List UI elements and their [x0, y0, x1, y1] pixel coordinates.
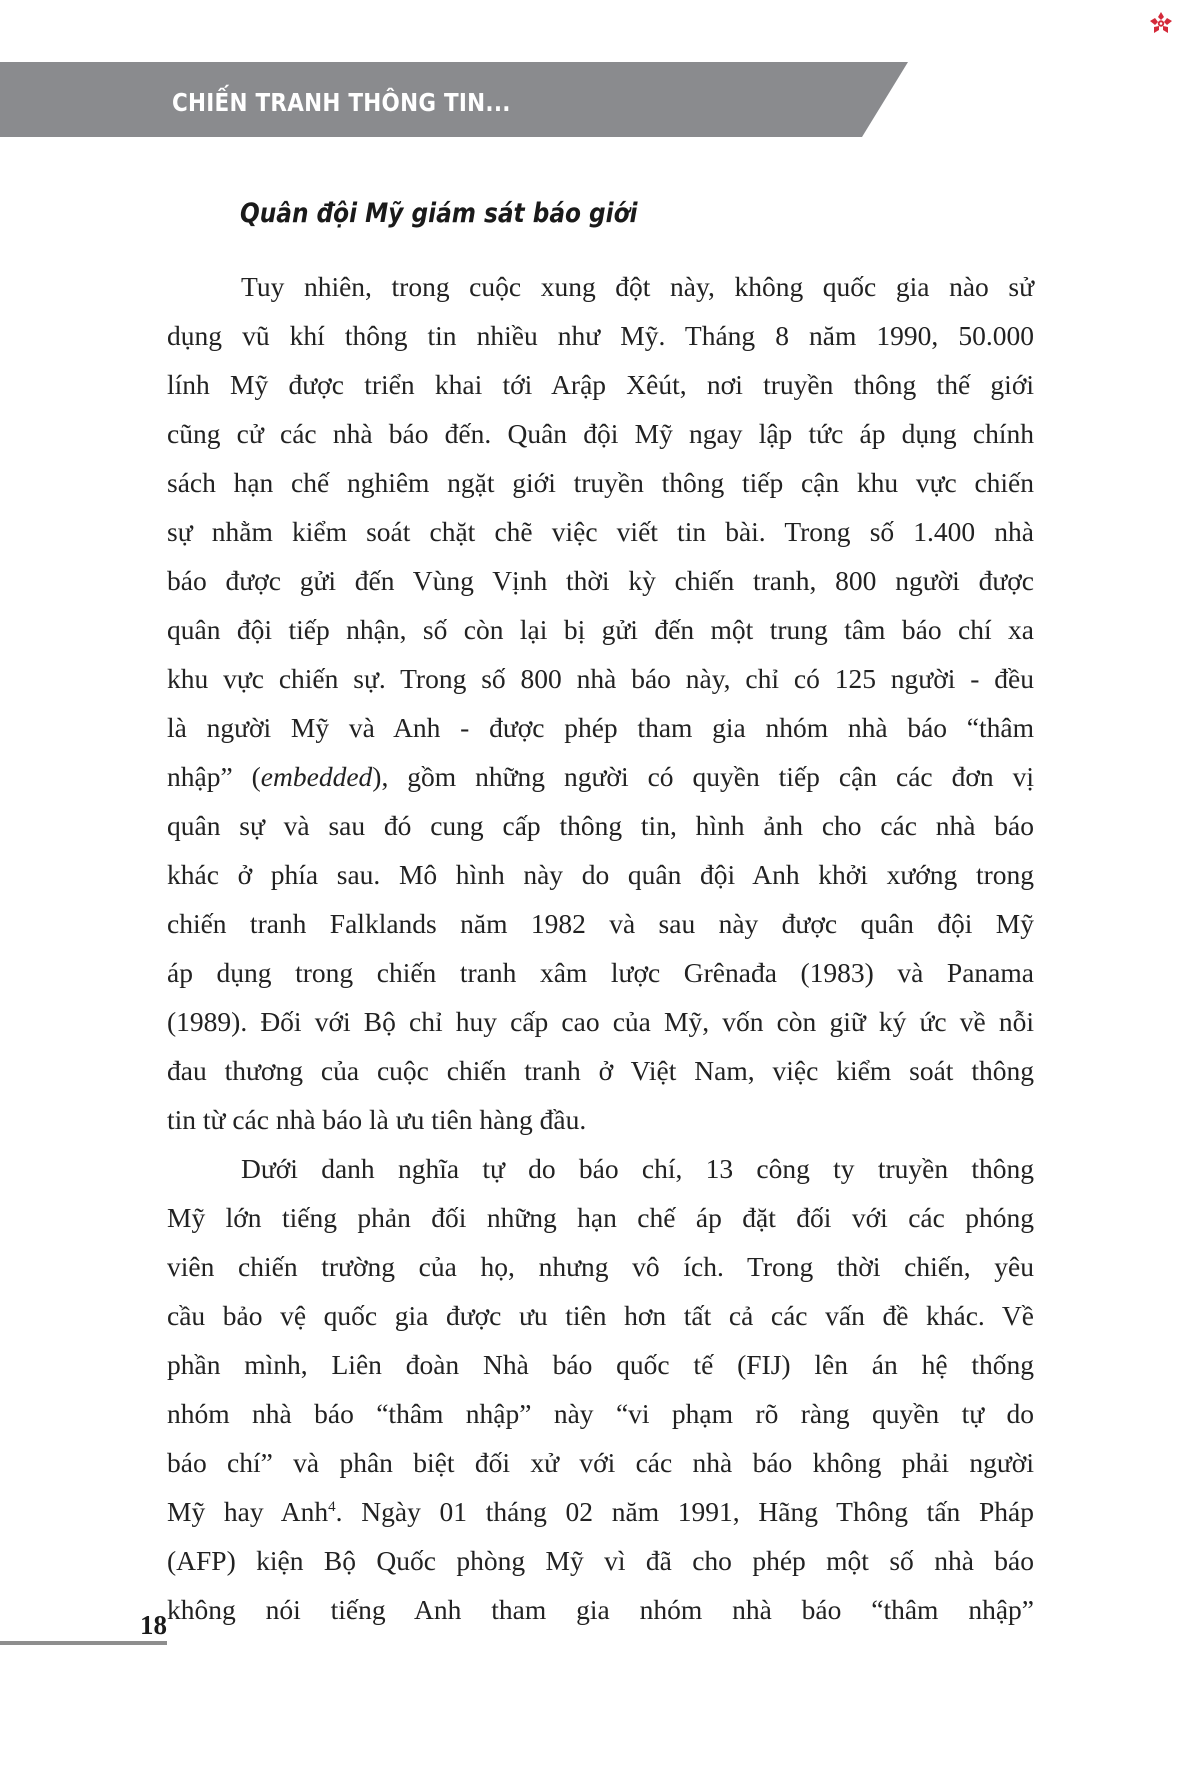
line-text: ), gồm những người có quyền tiếp cận các đơn vị — [372, 761, 1034, 792]
page-number: 18 — [140, 1610, 167, 1640]
running-header-title: CHIẾN TRANH THÔNG TIN... — [172, 88, 511, 117]
footnote-reference[interactable]: 4 — [328, 1498, 336, 1515]
paragraph-1-line: áp dụng trong chiến tranh xâm lược Grênađa (1983) và Panama — [167, 957, 1034, 988]
italic-term-embedded: embedded — [260, 761, 373, 792]
paragraph-2-line-with-footnote — [167, 1487, 1034, 1536]
paragraph-1-line: quân sự và sau đó cung cấp thông tin, hình ảnh cho các nhà báo — [167, 810, 1034, 841]
paragraph-1-line: dụng vũ khí thông tin nhiều như Mỹ. Tháng 8 năm 1990, 50.000 — [167, 320, 1034, 351]
paragraph-1-line: sự nhằm kiểm soát chặt chẽ việc viết tin bài. Trong số 1.400 nhà — [167, 516, 1034, 547]
paragraph-2-line: không nói tiếng Anh tham gia nhóm nhà báo “thâm nhập” — [167, 1594, 1034, 1625]
line-text: Mỹ hay Anh — [167, 1496, 329, 1527]
paragraph-1-line: sách hạn chế nghiêm ngặt giới truyền thông tiếp cận khu vực chiến — [167, 467, 1034, 498]
paragraph-2-line: Mỹ lớn tiếng phản đối những hạn chế áp đặt đối với các phóng — [167, 1202, 1034, 1233]
line-text: . Ngày 01 tháng 02 năm 1991, Hãng Thông tấn Pháp — [335, 1496, 1034, 1527]
paragraph-2-line: viên chiến trường của họ, nhưng vô ích. Trong thời chiến, yêu — [167, 1251, 1034, 1282]
paragraph-2-line: Dưới danh nghĩa tự do báo chí, 13 công ty truyền thông — [241, 1153, 1034, 1184]
paragraph-2-line: nhóm nhà báo “thâm nhập” này “vi phạm rõ ràng quyền tự do — [167, 1398, 1034, 1429]
paragraph-1-line: cũng cử các nhà báo đến. Quân đội Mỹ ngay lập tức áp dụng chính — [167, 418, 1034, 449]
line-text: nhập” ( — [167, 761, 261, 792]
paragraph-1-line: (1989). Đối với Bộ chỉ huy cấp cao của Mỹ, vốn còn giữ ký ức về nỗi — [167, 1006, 1034, 1037]
paragraph-1-line: khác ở phía sau. Mô hình này do quân đội Anh khởi xướng trong — [167, 859, 1034, 890]
paragraph-1-line: khu vực chiến sự. Trong số 800 nhà báo này, chỉ có 125 người - đều — [167, 663, 1034, 694]
publisher-flower-logo-icon — [1149, 11, 1173, 35]
paragraph-1-line: Tuy nhiên, trong cuộc xung đột này, không quốc gia nào sử — [241, 271, 1034, 302]
section-heading: Quân đội Mỹ giám sát báo giới — [240, 198, 638, 229]
paragraph-1-line: đau thương của cuộc chiến tranh ở Việt Nam, việc kiểm soát thông — [167, 1055, 1034, 1086]
paragraph-1-line: là người Mỹ và Anh - được phép tham gia nhóm nhà báo “thâm — [167, 712, 1034, 743]
paragraph-1-line: tin từ các nhà báo là ưu tiên hàng đầu. — [167, 1104, 587, 1135]
body-text — [167, 262, 1034, 1634]
paragraph-1-line: chiến tranh Falklands năm 1982 và sau này được quân đội Mỹ — [167, 908, 1034, 939]
paragraph-2-line: báo chí” và phân biệt đối xử với các nhà báo không phải người — [167, 1447, 1034, 1478]
paragraph-2-line: phần mình, Liên đoàn Nhà báo quốc tế (FIJ) lên án hệ thống — [167, 1349, 1034, 1380]
paragraph-1-line-with-italic — [167, 752, 1034, 801]
page-number-rule — [0, 1641, 167, 1645]
paragraph-2-line: cầu bảo vệ quốc gia được ưu tiên hơn tất cả các vấn đề khác. Về — [167, 1300, 1034, 1331]
paragraph-1-line: báo được gửi đến Vùng Vịnh thời kỳ chiến tranh, 800 người được — [167, 565, 1034, 596]
paragraph-1-line: lính Mỹ được triển khai tới Arập Xêút, nơi truyền thông thế giới — [167, 369, 1034, 400]
paragraph-1-line: quân đội tiếp nhận, số còn lại bị gửi đến một trung tâm báo chí xa — [167, 614, 1034, 645]
paragraph-2-line: (AFP) kiện Bộ Quốc phòng Mỹ vì đã cho phép một số nhà báo — [167, 1545, 1034, 1576]
